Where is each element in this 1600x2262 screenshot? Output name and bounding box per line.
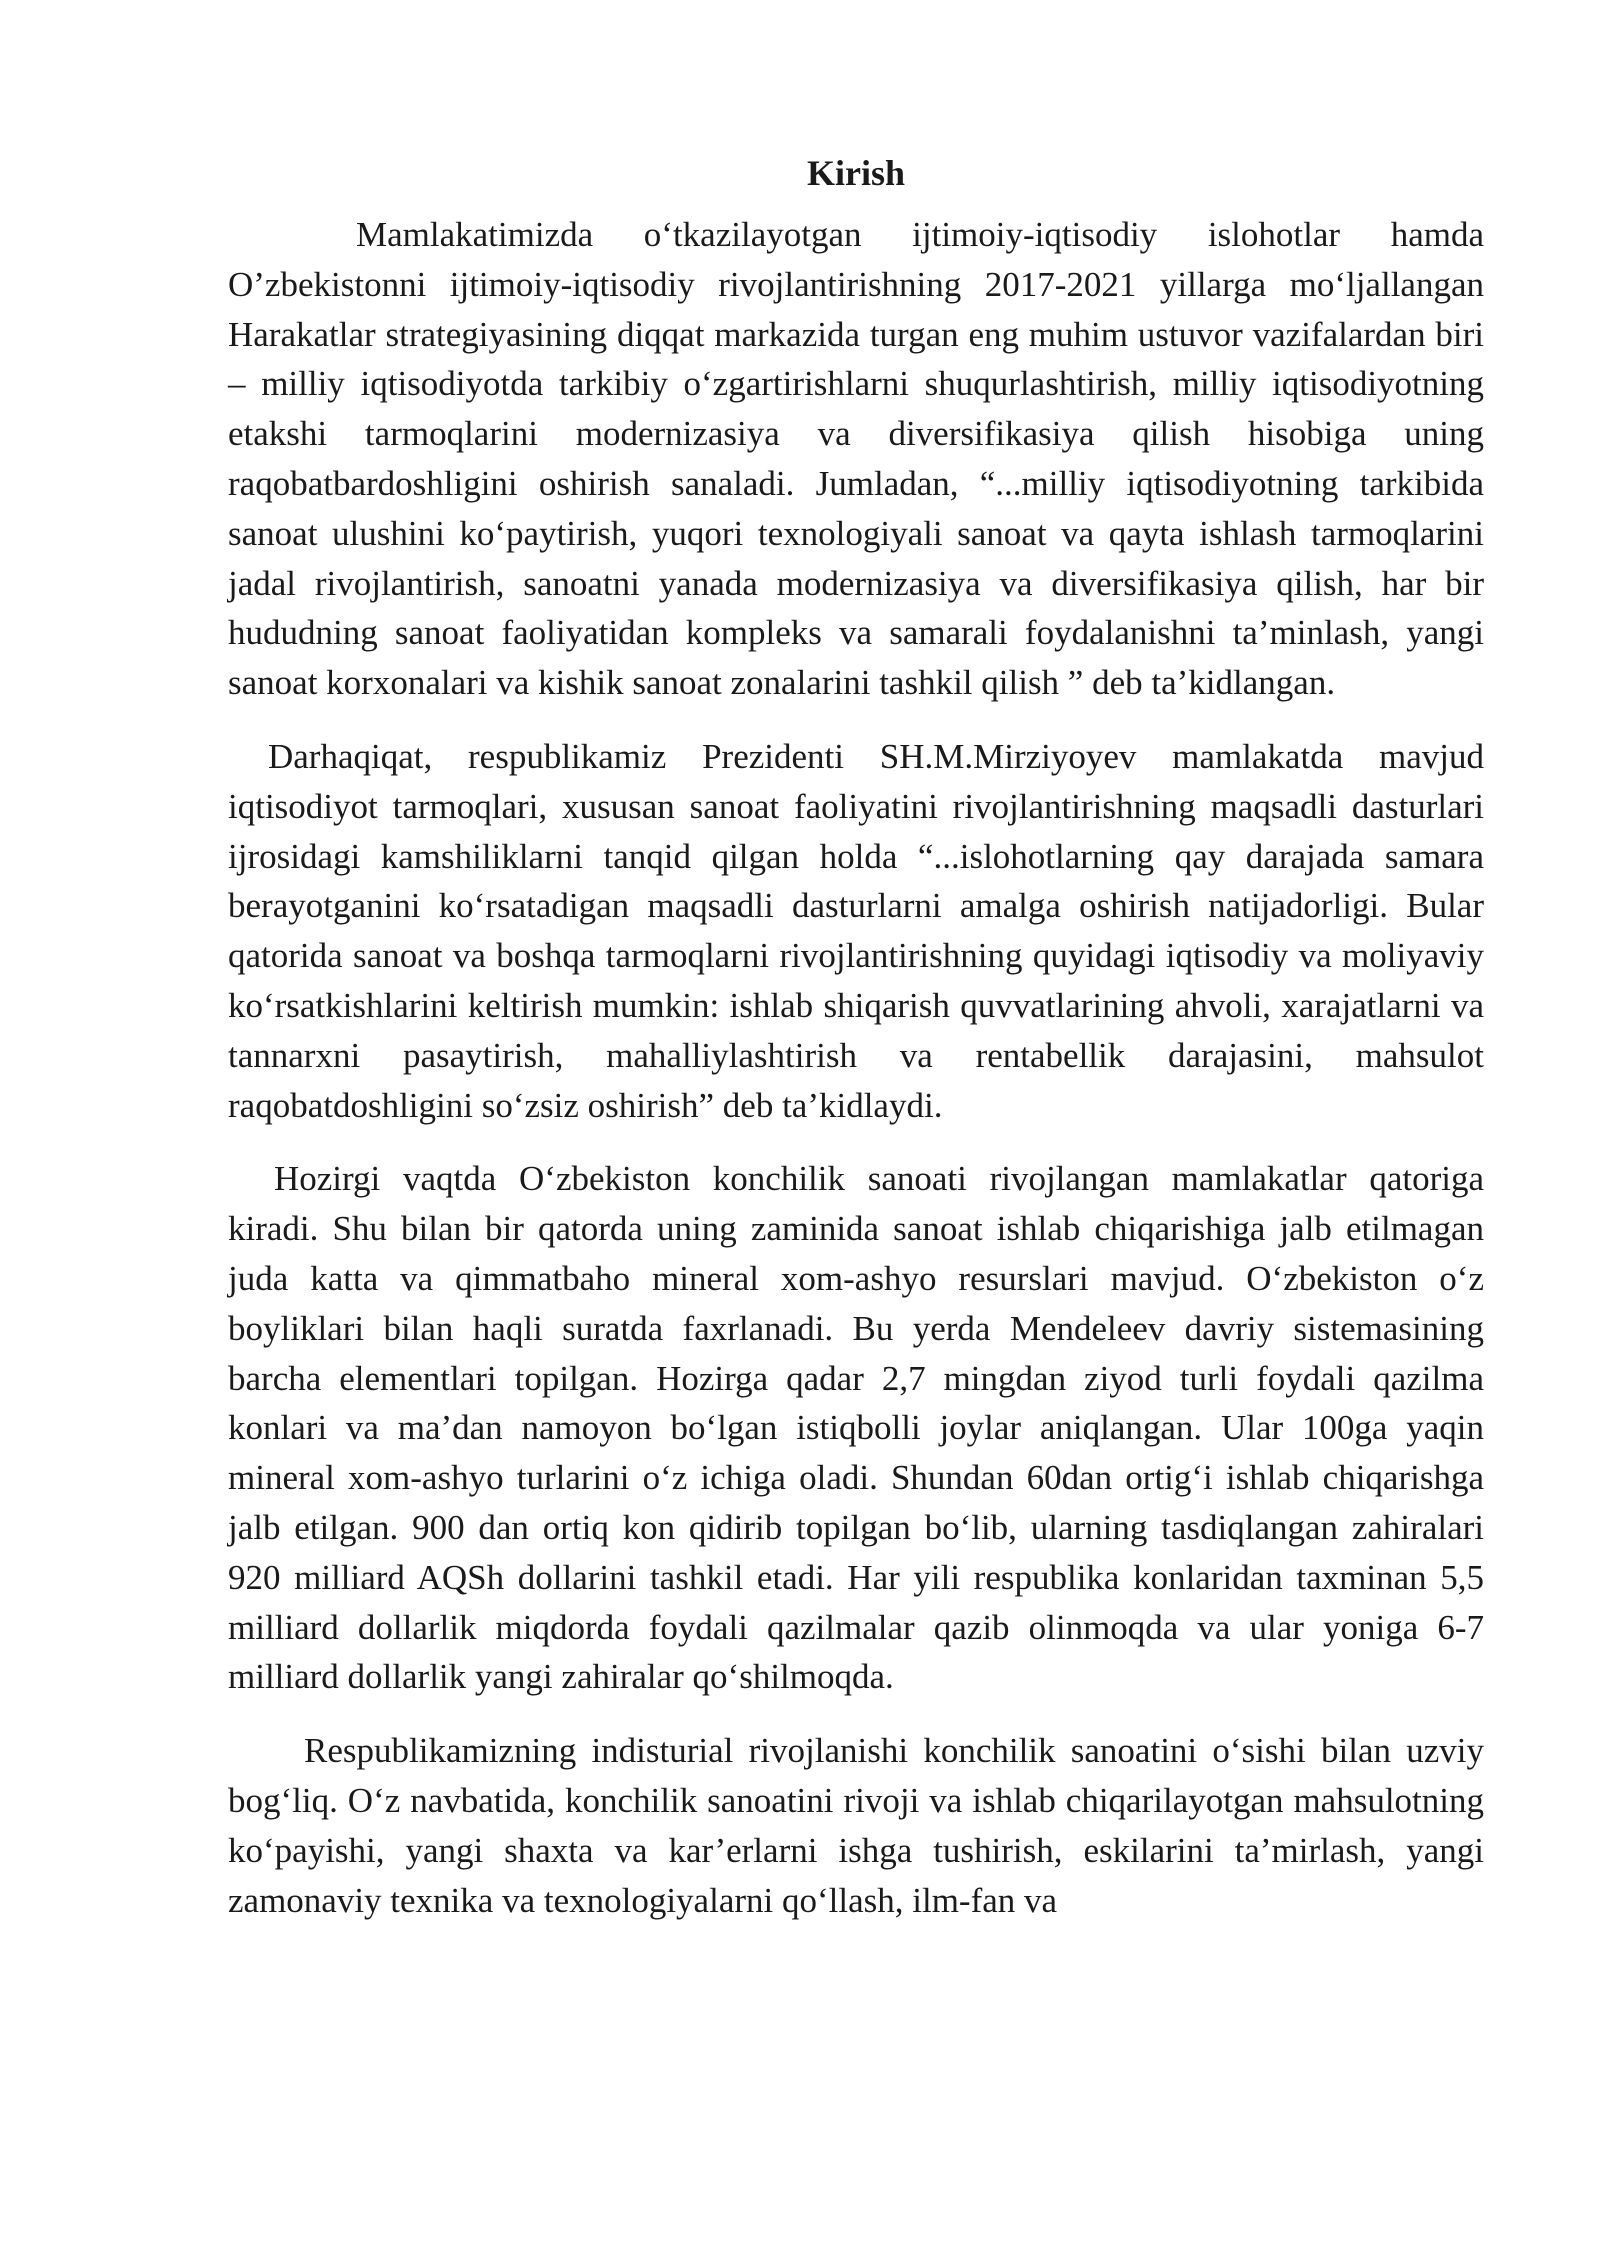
paragraph-president-quote: Darhaqiqat, respublikamiz Prezidenti SH.M.Mirziyoyev mamlakatda mavjud iqtisodiyot tarmoqlari, xususan sanoat faoliyatini rivojlantirishning maqsadli dasturlari ijrosidagi kamshiliklarni tanqid qilgan holda “...islohotlarning qay darajada samara berayotganini ko‘rsatadigan maqsadli dasturlarni amalga oshirish natijadorligi. Bular qatorida sanoat va boshqa tarmoqlarni rivojlantirishning quyidagi iqtisodiy va moliyaviy ko‘rsatkishlarini keltirish mumkin: ishlab shiqarish quvvatlarining ahvoli, xarajatlarni va tannarxni pasaytirish, mahalliylashtirish va rentabellik darajasini, mahsulot raqobatdoshligini so‘zsiz oshirish” deb ta’kidlaydi. <box>228 736 1484 1125</box>
paragraph-industrial-development: Respublikamizning indisturial rivojlanishi konchilik sanoatini o‘sishi bilan uzviy bog‘liq. O‘z navbatida, konchilik sanoatini rivoji va ishlab chiqarilayotgan mahsulotning ko‘payishi, yangi shaxta va kar’erlarni ishga tushirish, eskilarini ta’mirlash, yangi zamonaviy texnika va texnologiyalarni qo‘llash, ilm-fan va <box>228 1731 1484 1920</box>
document-title: Kirish <box>806 153 905 193</box>
paragraph-mining-resources: Hozirgi vaqtda O‘zbekiston konchilik sanoati rivojlangan mamlakatlar qatoriga kiradi. Shu bilan bir qatorda uning zaminida sanoat ishlab chiqarishiga jalb etilmagan juda katta va qimmatbaho mineral xom-ashyo resurslari mavjud. O‘zbekiston o‘z boyliklari bilan haqli suratda faxrlanadi. Bu yerda Mendeleev davriy sistemasining barcha elementlari topilgan. Hozirga qadar 2,7 mingdan ziyod turli foydali qazilma konlari va ma’dan namoyon bo‘lgan istiqbolli joylar aniqlangan. Ular 100ga yaqin mineral xom-ashyo turlarini o‘z ichiga oladi. Shundan 60dan ortig‘i ishlab chiqarishga jalb etilgan. 900 dan ortiq kon qidirib topilgan bo‘lib, ularning tasdiqlangan zahiralari 920 milliard AQSh dollarini tashkil etadi. Har yili respublika konlaridan taxminan 5,5 milliard dollarlik miqdorda foydali qazilmalar qazib olinmoqda va ular yoniga 6-7 milliard dollarlik yangi zahiralar qo‘shilmoqda. <box>228 1159 1484 1697</box>
paragraph-intro: Mamlakatimizda o‘tkazilayotgan ijtimoiy-iqtisodiy islohotlar hamda O’zbekistonni ijtimoiy-iqtisodiy rivojlantirishning 2017-2021 yillarga mo‘ljallangan Harakatlar strategiyasining diqqat markazida turgan eng muhim ustuvor vazifalardan biri – milliy iqtisodiyotda tarkibiy o‘zgartirishlarni shuqurlashtirish, milliy iqtisodiyotning etakshi tarmoqlarini modernizasiya va diversifikasiya qilish hisobiga uning raqobatbardoshligini oshirish sanaladi. Jumladan, “...milliy iqtisodiyotning tarkibida sanoat ulushini ko‘paytirish, yuqori texnologiyali sanoat va qayta ishlash tarmoqlarini jadal rivojlantirish, sanoatni yanada modernizasiya va diversifikasiya qilish, har bir hududning sanoat faoliyatidan kompleks va samarali foydalanishni ta’minlash, yangi sanoat korxonalari va kishik sanoat zonalarini tashkil qilish ” deb ta’kidlangan. <box>228 215 1484 703</box>
document-body <box>228 148 1484 1925</box>
